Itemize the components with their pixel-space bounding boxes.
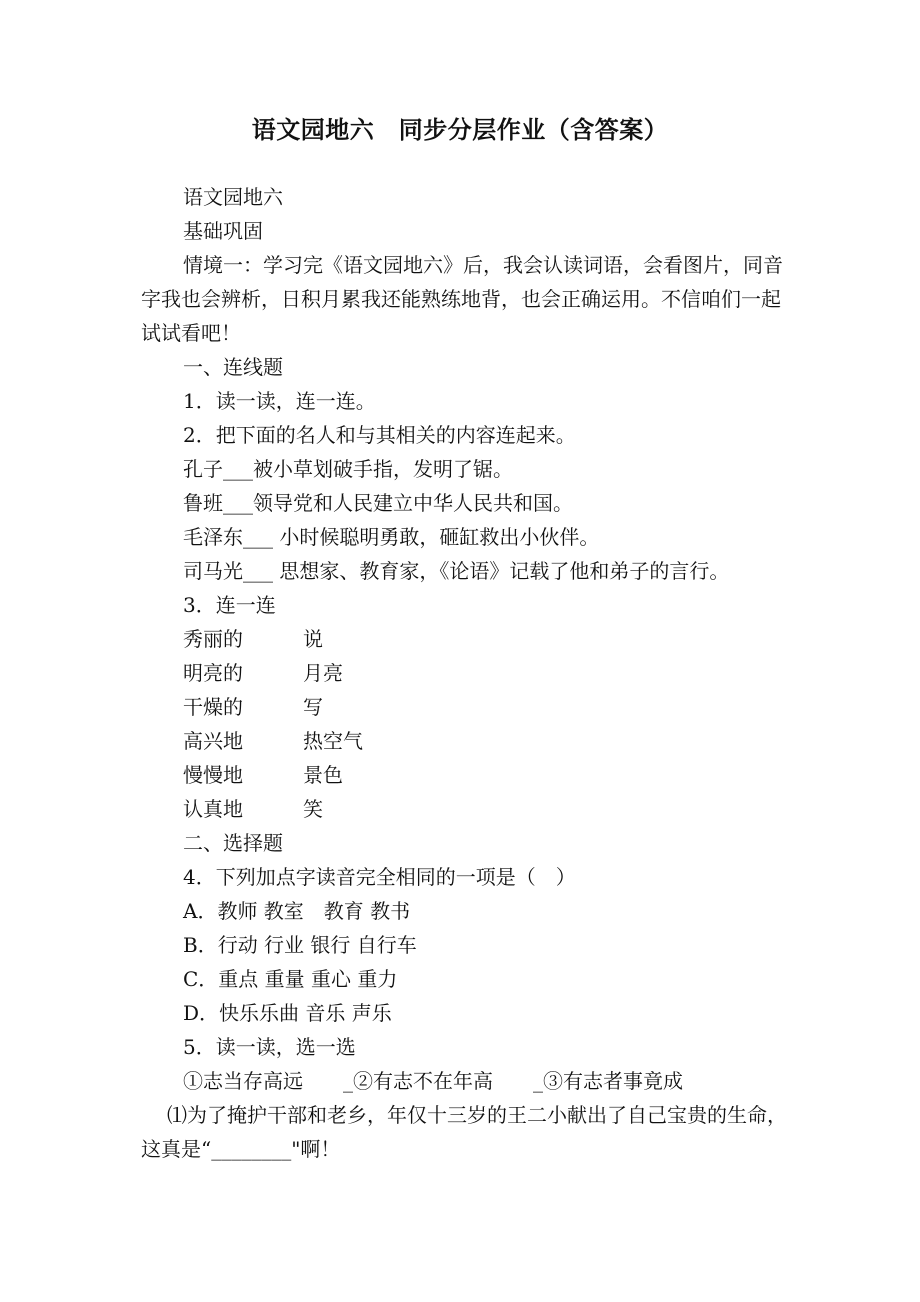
match-left: 明亮的 [183,661,243,685]
document-body [141,180,791,1166]
match-pair [141,622,791,656]
question-2: 2．把下面的名人和与其相关的内容连起来。 [183,423,576,447]
question-2-item: 孔子___被小草划破手指，发明了锯。 [183,457,513,481]
match-pair [141,792,791,826]
match-pair [141,758,791,792]
match-right: 写 [303,695,323,719]
match-right: 景色 [303,763,343,787]
question-2-item: 司马光___ 思想家、教育家，《论语》记载了他和弟子的言行。 [183,559,730,583]
match-left: 高兴地 [183,729,243,753]
match-left: 干燥的 [183,695,243,719]
scenario-paragraph: 情境一：学习完《语文园地六》后，我会认读词语，会看图片，同音字我也会辨析，日积月累我还能熟练地背，也会正确运用。不信咱们一起试试看吧！ [141,253,783,345]
section-matching: 一、连线题 [183,355,283,379]
match-right: 热空气 [303,729,363,753]
option-b: B．行动 行业 银行 自行车 [183,933,417,957]
question-5: 5．读一读，选一选 [183,1035,356,1059]
match-right: 笑 [303,797,323,821]
match-left: 慢慢地 [183,763,243,787]
option-a: A．教师 教室 教育 教书 [183,899,411,923]
match-right: 月亮 [303,661,343,685]
question-5-choices: ①志当存高远 _②有志不在年高 _③有志者事竟成 [183,1069,683,1093]
section-heading-basic: 基础巩固 [183,219,263,243]
match-pair [141,656,791,690]
option-c: C．重点 重量 重心 重力 [183,967,398,991]
match-right: 说 [303,627,323,651]
question-2-item: 毛泽东___ 小时候聪明勇敢，砸缸救出小伙伴。 [183,525,600,549]
question-4: 4．下列加点字读音完全相同的一项是（ ） [183,865,576,889]
document-title: 语文园地六 同步分层作业（含答案） [251,116,669,144]
option-d: D．快乐乐曲 音乐 声乐 [183,1001,392,1025]
match-left: 认真地 [183,797,243,821]
question-3: 3．连一连 [183,593,276,617]
question-1: 1．读一读，连一连。 [183,389,376,413]
section-choice: 二、选择题 [183,831,283,855]
match-left: 秀丽的 [183,627,243,651]
question-2-item: 鲁班___领导党和人民建立中华人民共和国。 [183,491,573,515]
match-pair [141,724,791,758]
match-pair [141,690,791,724]
lesson-heading: 语文园地六 [183,185,283,209]
question-5-sub-1: ⑴为了掩护干部和老乡，年仅十三岁的王二小献出了自己宝贵的生命，这真是“________"啊！ [141,1103,787,1161]
